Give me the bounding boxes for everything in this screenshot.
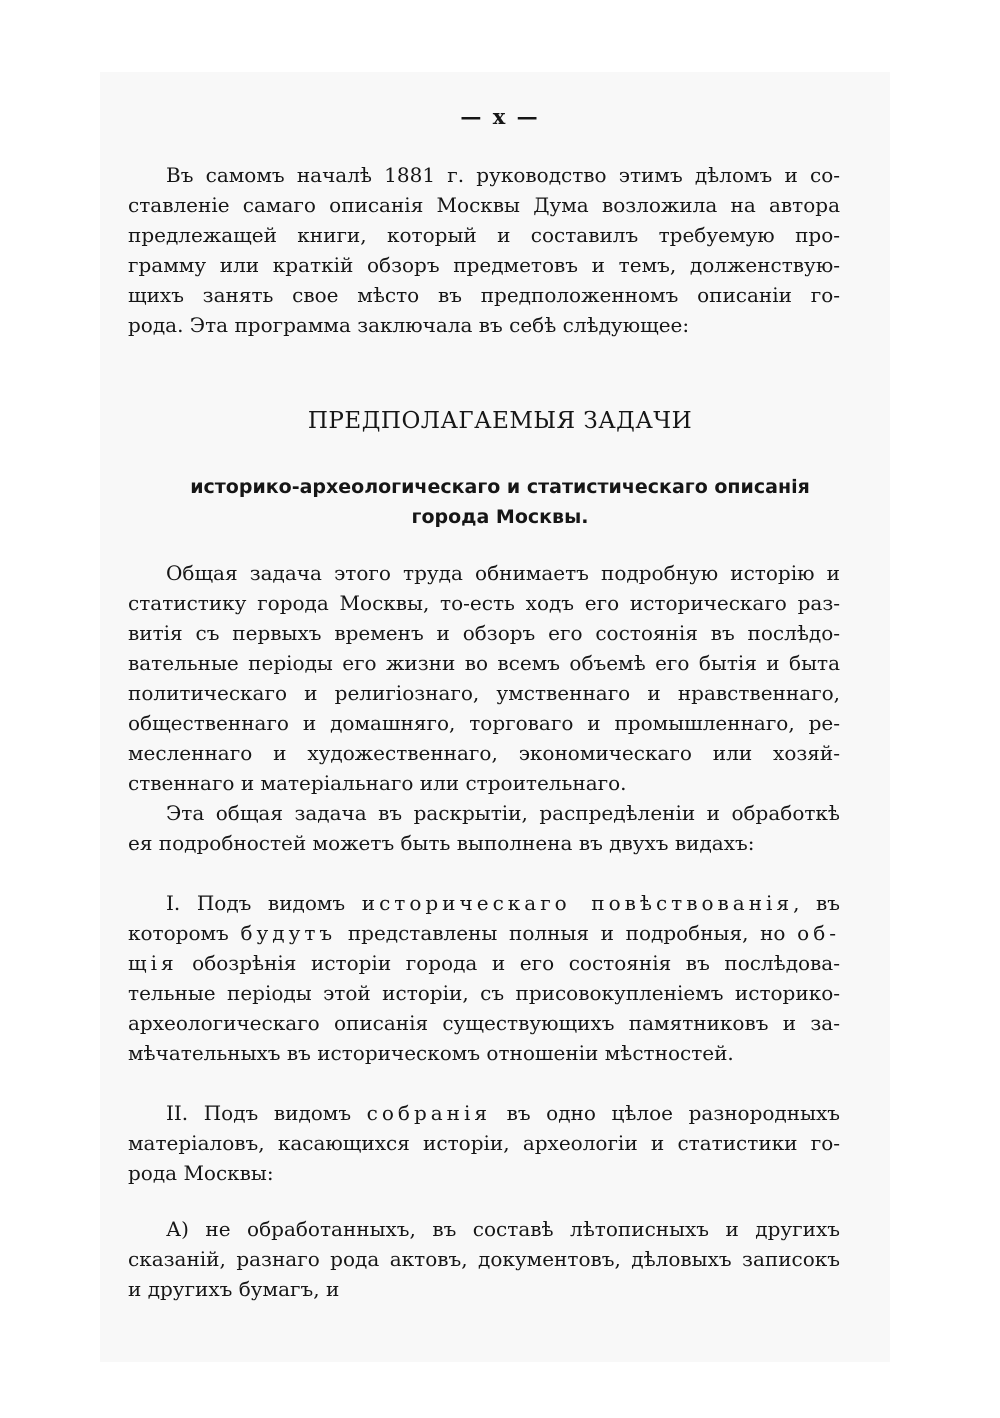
text-line: Эта общая задача въ раскрытіи, распредѣленіи и обработкѣ [166, 801, 840, 825]
section-heading: ПРЕДПОЛАГАЕМЫЯ ЗАДАЧИ [307, 408, 693, 434]
text-segment: которомъ [128, 921, 241, 945]
text-line: витія съ первыхъ временъ и обзоръ его состоянія въ послѣдо- [128, 621, 840, 645]
text-line: археологическаго описанія существующихъ памятниковъ и за- [128, 1011, 840, 1035]
text-line: грамму или краткій обзоръ предметовъ и темъ, долженствую- [128, 253, 840, 277]
text-segment: , въ [793, 891, 840, 915]
emphasized-text: щія [128, 951, 178, 975]
text-line: месленнаго и художественнаго, экономическаго или хозяй- [128, 741, 840, 765]
text-segment: представлены полныя и подробныя, но [336, 921, 798, 945]
text-line: предлежащей книги, который и составилъ требуемую про- [128, 223, 840, 247]
page-number: — x — [460, 104, 540, 129]
text-segment: обозрѣнія исторіи города и его состоянія въ послѣдова- [177, 951, 840, 975]
form-one-paragraph [128, 888, 840, 1068]
general-task-paragraph [128, 558, 840, 798]
section-subheading [120, 472, 880, 532]
intro-paragraph [128, 160, 840, 340]
emphasized-text: будутъ [240, 921, 337, 945]
text-line: сказаній, разнаго рода актовъ, документовъ, дѣловыхъ записокъ [128, 1247, 840, 1271]
text-line: рода. Эта программа заключала въ себѣ слѣдующее: [128, 313, 690, 337]
text-line: щихъ занять свое мѣсто въ предположенномъ описаніи го- [128, 283, 840, 307]
text-line: политическаго и религіознаго, умственнаго и нравственнаго, [128, 681, 840, 705]
text-line [128, 948, 840, 978]
text-line: ея подробностей можетъ быть выполнена въ двухъ видахъ: [128, 831, 755, 855]
subheading-line: историко-археологическаго и статистическаго описанія [190, 476, 810, 498]
text-line: статистику города Москвы, то-есть ходъ его историческаго раз- [128, 591, 840, 615]
text-segment: въ одно цѣлое разнородныхъ [491, 1101, 840, 1125]
two-forms-paragraph [128, 798, 840, 858]
text-line [128, 918, 840, 948]
text-line: мѣчательныхъ въ историческомъ отношеніи мѣстностей. [128, 1041, 734, 1065]
text-line: А) не обработанныхъ, въ составѣ лѣтописныхъ и другихъ [166, 1217, 840, 1241]
text-line: общественнаго и домашняго, торговаго и промышленнаго, ре- [128, 711, 840, 735]
item-a-paragraph [128, 1214, 840, 1304]
emphasized-text: историческаго повѣствованія [361, 891, 794, 915]
text-line: рода Москвы: [128, 1161, 274, 1185]
text-line: и другихъ бумагъ, и [128, 1277, 340, 1301]
subheading-line: города Москвы. [411, 506, 589, 528]
text-line [128, 888, 840, 918]
text-line: ставленіе самаго описанія Москвы Дума возложила на автора [128, 193, 840, 217]
text-line: ственнаго и матеріальнаго или строительнаго. [128, 771, 627, 795]
text-line: Въ самомъ началѣ 1881 г. руководство этимъ дѣломъ и со- [166, 163, 840, 187]
text-segment: I. Подъ видомъ [166, 891, 362, 915]
text-line: вательные періоды его жизни во всемъ объемѣ его бытія и быта [128, 651, 840, 675]
text-line: Общая задача этого труда обнимаетъ подробную исторію и [166, 561, 840, 585]
emphasized-text: об- [797, 921, 840, 945]
text-segment: II. Подъ видомъ [166, 1101, 367, 1125]
text-line: тельные періоды этой исторіи, съ присовокупленіемъ историко- [128, 981, 840, 1005]
form-two-paragraph [128, 1098, 840, 1188]
text-line: матеріаловъ, касающихся исторіи, археологіи и статистики го- [128, 1131, 840, 1155]
text-line [128, 1098, 840, 1128]
emphasized-text: собранія [366, 1101, 492, 1125]
